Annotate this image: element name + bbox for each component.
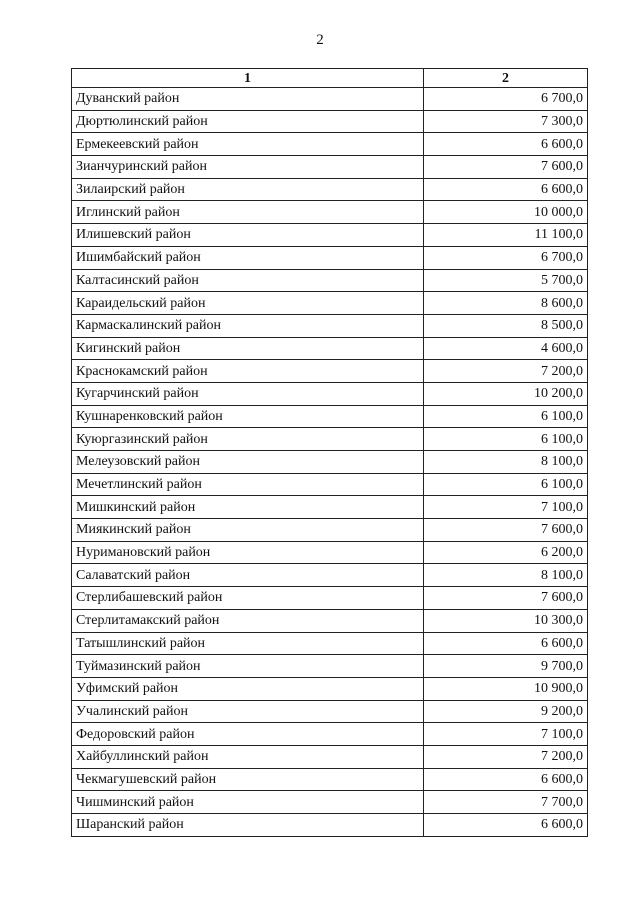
table-row (72, 178, 588, 201)
table-row (72, 133, 588, 156)
amount-cell: 10 000,0 (424, 201, 588, 224)
amount-cell: 11 100,0 (424, 224, 588, 247)
district-name-cell: Миякинский район (72, 519, 424, 542)
table-row (72, 156, 588, 179)
table-row (72, 564, 588, 587)
table-row (72, 224, 588, 247)
district-name-cell: Зианчуринский район (72, 156, 424, 179)
district-name-cell: Кушнаренковский район (72, 405, 424, 428)
district-name-cell: Иглинский район (72, 201, 424, 224)
table-row (72, 723, 588, 746)
amount-cell: 6 600,0 (424, 133, 588, 156)
column-header: 2 (424, 69, 588, 88)
amount-cell: 6 200,0 (424, 541, 588, 564)
amount-cell: 9 200,0 (424, 700, 588, 723)
district-name-cell: Дуванский район (72, 88, 424, 111)
amount-cell: 6 100,0 (424, 428, 588, 451)
district-name-cell: Илишевский район (72, 224, 424, 247)
amount-cell: 10 900,0 (424, 677, 588, 700)
amount-cell: 6 600,0 (424, 814, 588, 837)
amount-cell: 5 700,0 (424, 269, 588, 292)
district-name-cell: Кигинский район (72, 337, 424, 360)
district-name-cell: Дюртюлинский район (72, 110, 424, 133)
amount-cell: 4 600,0 (424, 337, 588, 360)
district-name-cell: Зилаирский район (72, 178, 424, 201)
amount-cell: 7 100,0 (424, 723, 588, 746)
amount-cell: 8 100,0 (424, 564, 588, 587)
amount-cell: 7 700,0 (424, 791, 588, 814)
table-header-row (72, 69, 588, 88)
table-row (72, 246, 588, 269)
district-name-cell: Ермекеевский район (72, 133, 424, 156)
table-row (72, 768, 588, 791)
table-row (72, 110, 588, 133)
table-body (72, 88, 588, 837)
table-row (72, 700, 588, 723)
table-row (72, 314, 588, 337)
district-name-cell: Учалинский район (72, 700, 424, 723)
district-name-cell: Караидельский район (72, 292, 424, 315)
district-name-cell: Кармаскалинский район (72, 314, 424, 337)
table-row (72, 337, 588, 360)
district-name-cell: Ишимбайский район (72, 246, 424, 269)
table-row (72, 496, 588, 519)
amount-cell: 7 600,0 (424, 587, 588, 610)
amount-cell: 6 600,0 (424, 768, 588, 791)
table-row (72, 609, 588, 632)
district-name-cell: Туймазинский район (72, 655, 424, 678)
district-name-cell: Краснокамский район (72, 360, 424, 383)
table-row (72, 519, 588, 542)
district-name-cell: Салаватский район (72, 564, 424, 587)
amount-cell: 7 600,0 (424, 156, 588, 179)
table-row (72, 382, 588, 405)
district-name-cell: Хайбуллинский район (72, 745, 424, 768)
table-row (72, 405, 588, 428)
district-name-cell: Уфимский район (72, 677, 424, 700)
district-table (71, 68, 588, 837)
table-row (72, 292, 588, 315)
amount-cell: 8 600,0 (424, 292, 588, 315)
amount-cell: 8 500,0 (424, 314, 588, 337)
amount-cell: 8 100,0 (424, 451, 588, 474)
amount-cell: 7 200,0 (424, 745, 588, 768)
district-name-cell: Стерлибашевский район (72, 587, 424, 610)
table-row (72, 451, 588, 474)
table-row (72, 201, 588, 224)
amount-cell: 9 700,0 (424, 655, 588, 678)
amount-cell: 10 300,0 (424, 609, 588, 632)
amount-cell: 6 100,0 (424, 405, 588, 428)
table-row (72, 745, 588, 768)
amount-cell: 7 100,0 (424, 496, 588, 519)
district-name-cell: Татышлинский район (72, 632, 424, 655)
amount-cell: 6 600,0 (424, 178, 588, 201)
amount-cell: 7 600,0 (424, 519, 588, 542)
district-name-cell: Мишкинский район (72, 496, 424, 519)
district-name-cell: Калтасинский район (72, 269, 424, 292)
district-name-cell: Стерлитамакский район (72, 609, 424, 632)
district-name-cell: Кугарчинский район (72, 382, 424, 405)
table-row (72, 360, 588, 383)
table-row (72, 791, 588, 814)
table-row (72, 632, 588, 655)
table-row (72, 587, 588, 610)
district-name-cell: Шаранский район (72, 814, 424, 837)
table-row (72, 269, 588, 292)
amount-cell: 6 600,0 (424, 632, 588, 655)
district-name-cell: Мелеузовский район (72, 451, 424, 474)
amount-cell: 6 700,0 (424, 246, 588, 269)
amount-cell: 10 200,0 (424, 382, 588, 405)
table-row (72, 473, 588, 496)
district-name-cell: Федоровский район (72, 723, 424, 746)
table-row (72, 88, 588, 111)
table-row (72, 814, 588, 837)
district-name-cell: Нуримановский район (72, 541, 424, 564)
district-name-cell: Мечетлинский район (72, 473, 424, 496)
table-row (72, 541, 588, 564)
amount-cell: 7 200,0 (424, 360, 588, 383)
table-row (72, 677, 588, 700)
column-header: 1 (72, 69, 424, 88)
district-name-cell: Чишминский район (72, 791, 424, 814)
district-name-cell: Куюргазинский район (72, 428, 424, 451)
page-number: 2 (316, 32, 324, 48)
amount-cell: 6 700,0 (424, 88, 588, 111)
amount-cell: 7 300,0 (424, 110, 588, 133)
table-row (72, 655, 588, 678)
district-name-cell: Чекмагушевский район (72, 768, 424, 791)
amount-cell: 6 100,0 (424, 473, 588, 496)
table-row (72, 428, 588, 451)
